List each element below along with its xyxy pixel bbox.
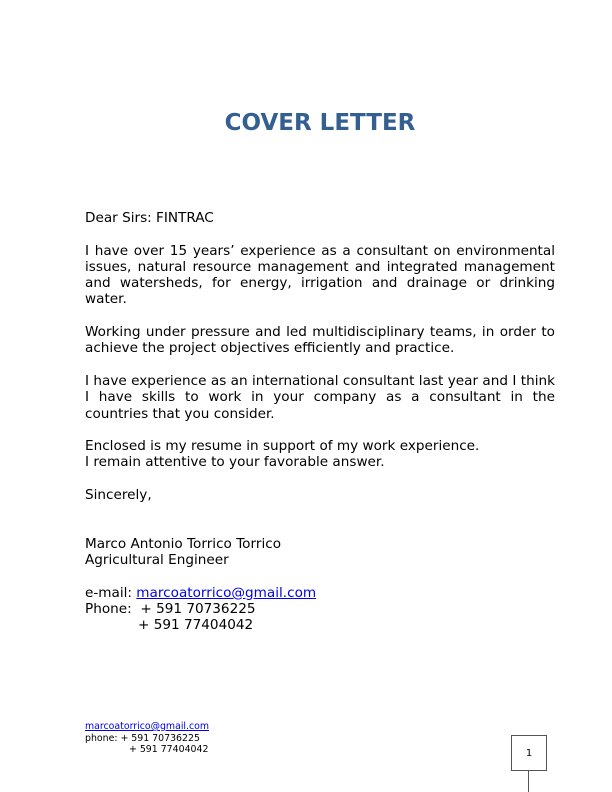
page-number-connector: [528, 770, 529, 792]
footer-phone-1: phone: + 591 70736225: [85, 732, 200, 744]
email-label: e-mail:: [85, 584, 137, 601]
signature-name: Marco Antonio Torrico Torrico: [85, 535, 282, 552]
phone-line-1: [85, 601, 555, 617]
letter-body: [85, 210, 555, 634]
page-number-box: [511, 735, 547, 771]
signature-block: [85, 536, 555, 634]
attentive-line: I remain attentive to your favorable answer.: [85, 454, 385, 471]
enclosed-line: Enclosed is my resume in support of my work experience.: [85, 438, 480, 455]
phone-number-1: + 591 70736225: [140, 601, 256, 618]
phone-line-2: + 591 77404042: [138, 617, 254, 634]
paragraph-enclosed: [85, 438, 555, 471]
page-number: 1: [525, 747, 533, 759]
phone-label: Phone:: [85, 601, 132, 618]
signature-role: Agricultural Engineer: [85, 552, 229, 569]
page-title: COVER LETTER: [224, 110, 416, 136]
page-footer: [85, 721, 209, 756]
paragraph-teams: Working under pressure and led multidisciplinary teams, in order to achieve the project objectives efficiently and practice.: [85, 324, 555, 357]
email-line: [85, 585, 555, 601]
email-link[interactable]: marcoatorrico@gmail.com: [136, 584, 317, 601]
salutation: Dear Sirs: FINTRAC: [85, 210, 214, 226]
paragraph-international: I have experience as an international consultant last year and I think I have skills to work in your company as a consultant in the countries that you consider.: [85, 372, 555, 422]
footer-phone-2: + 591 77404042: [129, 744, 209, 755]
footer-email-link[interactable]: marcoatorrico@gmail.com: [85, 721, 210, 732]
spacer: [85, 520, 555, 536]
closing: Sincerely,: [85, 487, 152, 504]
spacer: [85, 569, 555, 585]
paragraph-experience: I have over 15 years’ experience as a consultant on environmental issues, natural resource management and integrated management and watersheds, for energy, irrigation and drainage or drinking water.: [85, 242, 555, 308]
